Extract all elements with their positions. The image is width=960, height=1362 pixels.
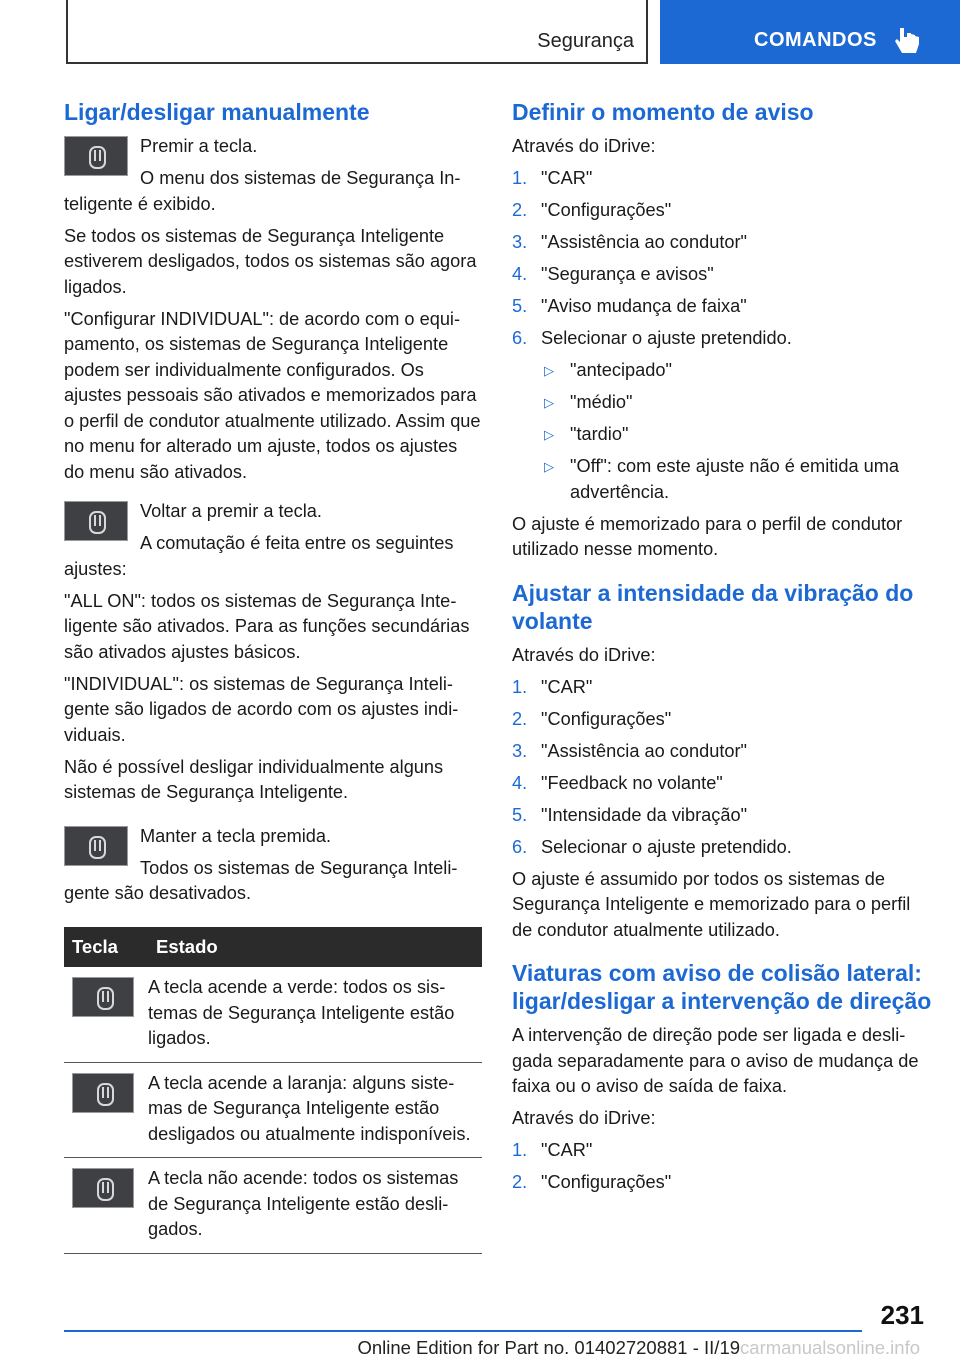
- paragraph: Se todos os sistemas de Segurança Inteligente estiverem desligados, todos os sistemas são agora ligados.: [64, 225, 477, 297]
- option-text: "médio": [570, 392, 633, 412]
- key-instruction-2: [64, 499, 482, 589]
- safety-button-icon: [64, 826, 128, 866]
- table-header-key: Tecla: [64, 927, 148, 967]
- list-item: [541, 358, 932, 384]
- step-number: 4.: [512, 264, 528, 284]
- step-number: 5.: [512, 804, 528, 825]
- right-column: [512, 98, 932, 1202]
- table-header-row: [64, 927, 482, 967]
- safety-button-icon: [72, 1168, 134, 1208]
- list-item: [512, 707, 932, 733]
- table-cell-state: A tecla não acende: todos os sistemas de Segurança Inteligente estão desligados.: [148, 1158, 482, 1254]
- step-text: "Assistência ao condutor": [541, 232, 748, 252]
- list-item: [512, 262, 932, 288]
- header-chapter-tab[interactable]: [660, 0, 960, 64]
- steps-list-vibration: [512, 675, 932, 861]
- option-text: "Off": com este ajuste não é emitida uma advertência.: [570, 456, 899, 502]
- step-text: Selecionar o ajuste pretendido.: [541, 328, 792, 348]
- triangle-bullet-icon: ▷: [544, 395, 554, 410]
- list-item: [512, 803, 932, 829]
- section-heading-manual: Ligar/desligar manualmente: [64, 99, 370, 125]
- step-text: "CAR": [541, 1140, 593, 1160]
- step-number: 1.: [512, 676, 528, 697]
- list-item: [541, 390, 932, 416]
- edition-text: Online Edition for Part no. 01402720881 - II/19: [357, 1337, 741, 1358]
- intro-text: Através do iDrive:: [512, 1108, 656, 1128]
- list-item: [512, 771, 932, 797]
- section-title: Segurança: [537, 30, 634, 52]
- pointing-hand-icon: [894, 26, 922, 56]
- step-text: "Assistência ao condutor": [541, 740, 748, 761]
- paragraph: "Configurar INDIVIDUAL": de acordo com o equipamento, os sistemas de Segurança Inteligente podem ser individualmente configurados. Os ajustes pessoais são ativados e memorizados para o perfil de condutor atualmente utilizado. Assim que no menu for alterado um ajuste, todos os ajustes do menu são ativados.: [64, 308, 481, 482]
- list-item: [541, 454, 932, 505]
- list-item: [512, 166, 932, 192]
- step-text: "Segurança e avisos": [541, 264, 714, 284]
- option-text: "antecipado": [570, 360, 672, 380]
- step-number: 2.: [512, 708, 528, 729]
- list-item: [512, 1138, 932, 1164]
- paragraph: "INDIVIDUAL": os sistemas de Segurança Inteligente são ligados de acordo com os ajustes individuais.: [64, 673, 459, 745]
- table-cell-state: A tecla acende a verde: todos os sistemas de Segurança Inteligente estão ligados.: [148, 967, 482, 1062]
- step-number: 3.: [512, 740, 528, 761]
- table-cell-key: [64, 1158, 148, 1254]
- paragraph: O ajuste é memorizado para o perfil de condutor utilizado nesse momento.: [512, 513, 903, 559]
- step-number: 1.: [512, 168, 528, 188]
- list-item: [512, 294, 932, 320]
- instruction-text: O menu dos sistemas de Segurança Inteligente é exibido.: [64, 168, 461, 214]
- list-item: [512, 326, 932, 352]
- list-item: [541, 422, 932, 448]
- list-item: [512, 675, 932, 701]
- option-text: "tardio": [570, 424, 629, 444]
- triangle-bullet-icon: ▷: [544, 363, 554, 378]
- table-row: [64, 967, 482, 1062]
- step-text: "CAR": [541, 676, 593, 697]
- list-item: [512, 1170, 932, 1196]
- step-text: "Intensidade da vibração": [541, 804, 748, 825]
- list-item: [512, 739, 932, 765]
- step-text: Selecionar o ajuste pretendido.: [541, 836, 792, 857]
- step-number: 6.: [512, 836, 528, 857]
- list-item: [512, 198, 932, 224]
- instruction-text: Todos os sistemas de Segurança Inteligente são desativados.: [64, 857, 458, 903]
- instruction-text: Premir a tecla.: [140, 136, 258, 156]
- step-text: "Aviso mudança de faixa": [541, 296, 747, 316]
- step-number: 5.: [512, 296, 528, 316]
- paragraph: O ajuste é assumido por todos os sistemas de Segurança Inteligente e memorizado para o perfil de condutor atualmente utilizado.: [512, 868, 911, 940]
- section-heading-warning-time: Definir o momento de aviso: [512, 99, 814, 125]
- instruction-text: A comutação é feita entre os seguintes ajustes:: [64, 533, 454, 579]
- table-cell-state: A tecla acende a laranja: alguns sistemas de Segurança Inteligente estão desligados ou atualmente indisponíveis.: [148, 1062, 482, 1158]
- paragraph: "ALL ON": todos os sistemas de Segurança Inteligente são ativados. Para as funções secundárias são ativados ajustes básicos.: [64, 590, 470, 662]
- step-number: 3.: [512, 232, 528, 252]
- table-cell-key: [64, 1062, 148, 1158]
- instruction-text: Voltar a premir a tecla.: [140, 501, 322, 521]
- options-list: [541, 358, 932, 505]
- key-status-table: [64, 927, 482, 1254]
- watermark: carmanualsonline.info: [740, 1337, 920, 1358]
- step-number: 1.: [512, 1140, 528, 1160]
- step-number: 6.: [512, 328, 528, 348]
- step-text: "Configurações": [541, 708, 672, 729]
- paragraph: Não é possível desligar individualmente alguns sistemas de Segurança Inteligente.: [64, 756, 444, 802]
- instruction-text: Manter a tecla premida.: [140, 825, 332, 846]
- triangle-bullet-icon: ▷: [544, 427, 554, 442]
- section-heading-steering-intervention: Viaturas com aviso de colisão lateral: ligar/desligar a intervenção de direção: [512, 960, 932, 1014]
- safety-button-icon: [72, 1073, 134, 1113]
- triangle-bullet-icon: ▷: [544, 459, 554, 474]
- table-row: [64, 1062, 482, 1158]
- left-column: [64, 98, 482, 1254]
- step-text: "CAR": [541, 168, 593, 188]
- steps-list-steering: [512, 1138, 932, 1196]
- step-number: 4.: [512, 772, 528, 793]
- paragraph: A intervenção de direção pode ser ligada e desligada separadamente para o aviso de mudança de faixa ou o aviso de saída de faixa.: [512, 1025, 919, 1096]
- step-number: 2.: [512, 200, 528, 220]
- section-heading-vibration: Ajustar a intensidade da vibração do volante: [512, 579, 914, 634]
- intro-text: Através do iDrive:: [512, 644, 656, 665]
- table-header-state: Estado: [148, 927, 482, 967]
- step-text: "Configurações": [541, 1172, 672, 1192]
- chapter-title: COMANDOS: [754, 29, 877, 51]
- table-row: [64, 1158, 482, 1254]
- list-item: [512, 230, 932, 256]
- step-text: "Feedback no volante": [541, 772, 723, 793]
- intro-text: Através do iDrive:: [512, 136, 656, 156]
- steps-list-warning-time: [512, 166, 932, 352]
- safety-button-icon: [64, 136, 128, 176]
- page-number: 231: [880, 1300, 924, 1330]
- header-section-tab: [66, 0, 648, 64]
- safety-button-icon: [64, 501, 128, 541]
- step-text: "Configurações": [541, 200, 672, 220]
- list-item: [512, 835, 932, 861]
- footer: [357, 1337, 920, 1359]
- safety-button-icon: [72, 977, 134, 1017]
- key-instruction-3: [64, 824, 482, 914]
- key-instruction-1: [64, 134, 482, 224]
- table-cell-key: [64, 967, 148, 1062]
- step-number: 2.: [512, 1172, 528, 1192]
- footer-divider: [64, 1330, 862, 1332]
